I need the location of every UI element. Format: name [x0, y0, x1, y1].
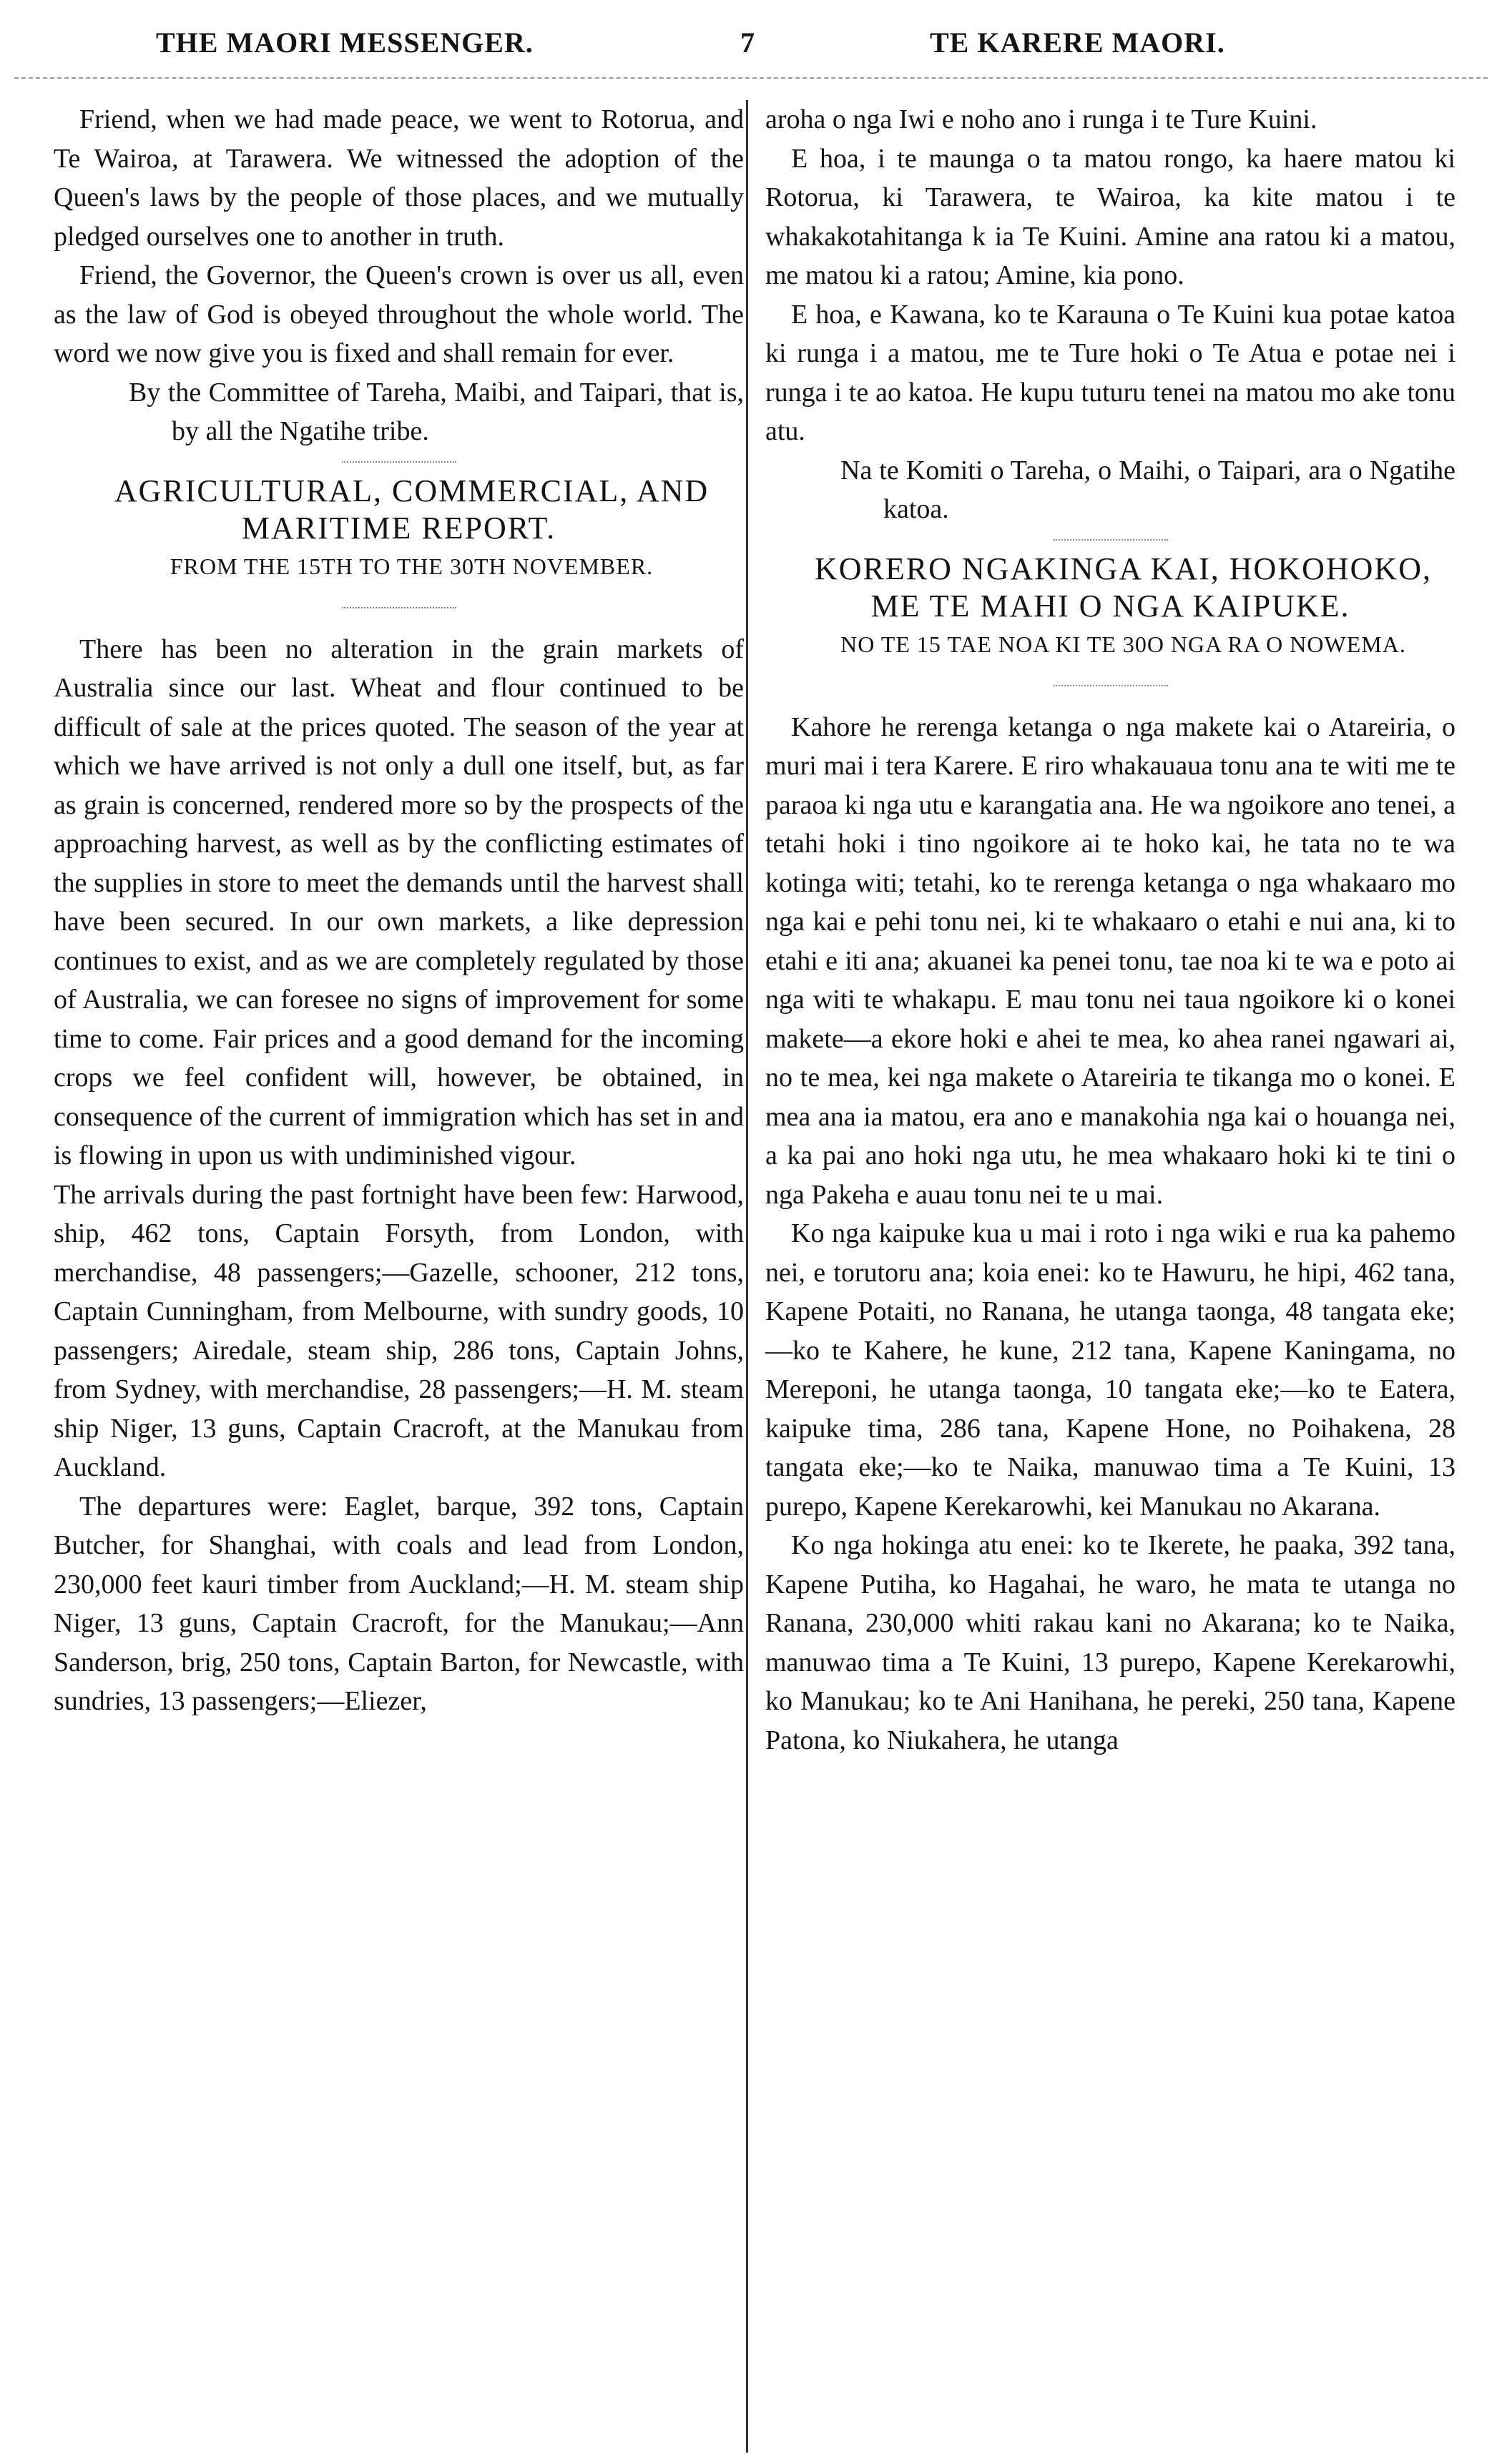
maori-paragraph: Ko nga kaipuke kua u mai i roto i nga wiki e rua ka pahemo nei, e torutoru ana; koia enei: ko te Hawuru, he hipi, 462 tana, Kapene Potaiti, no Ranana, he utanga taonga, 48 tangata eke;—ko te Kahere, he kune, 212 tana, Kapene Kaningama, no Mereponi, he utanga taonga, 10 tangata eke;—ko te Eatera, kaipuke tima, 286 tana, Kapene Hone, no Poihakena, 28 tangata eke;—ko te Naika, manuwao tima a Te Kuini, 13 purepo, Kapene Kerekarowhi, kei Manukau no Akarana.: [765, 1218, 1456, 1522]
maori-report-subtitle: NO TE 15 TAE NOA KI TE 30O NGA RA O NOWEMA.: [840, 631, 1406, 657]
header-english-title: THE MAORI MESSENGER.: [156, 26, 534, 59]
english-paragraph: Friend, when we had made peace, we went to Rotorua, and Te Wairoa, at Tarawera. We witnessed the adoption of the Queen's laws by the people of those places, and we mutually pledged ourselves one to another in truth.: [54, 104, 744, 252]
page-header: [0, 0, 1507, 79]
section-separator: [1054, 539, 1168, 541]
page-number: 7: [740, 26, 755, 59]
english-column: [54, 100, 744, 2453]
header-maori-title: TE KARERE MAORI.: [930, 26, 1225, 59]
header-rule: [14, 77, 1488, 79]
english-paragraph: The arrivals during the past fortnight have been few: Harwood, ship, 462 tons, Captain Forsyth, from London, with merchandise, 48 passengers;—Gazelle, schooner, 212 tons, Captain Cunningham, from Melbourne, with sundry goods, 10 passengers; Airedale, steam ship, 286 tons, Captain Johns, from Sydney, with merchandise, 28 passengers;—H. M. steam ship Niger, 13 guns, Captain Cracroft, at the Manukau from Auckland.: [54, 1179, 744, 1482]
column-divider: [746, 100, 748, 2453]
english-signature: By the Committee of Tareha, Maibi, and Taipari, that is, by all the Ngatihe tribe.: [129, 377, 744, 446]
maori-column: [765, 100, 1456, 2453]
maori-paragraph: E hoa, e Kawana, ko te Karauna o Te Kuini kua potae katoa ki runga i a matou, me te Ture hoki o Te Atua e potae nei i runga i te ao katoa. He kupu tuturu tenei na matou mo ake tonu atu.: [765, 299, 1456, 446]
english-paragraph: Friend, the Governor, the Queen's crown is over us all, even as the law of God is obeyed throughout the whole world. The word we now give you is fixed and shall remain for ever.: [54, 260, 744, 368]
maori-paragraph: aroha o nga Iwi e noho ano i runga i te Ture Kuini.: [765, 104, 1317, 134]
maori-paragraph: Kahore he rerenga ketanga o nga makete kai o Atareiria, o muri mai i tera Karere. E riro whakauaua tonu ana te witi me te paraoa ki nga utu e karangatia ana. He wa ngoikore ano tenei, a tetahi hoki i tino ngoikore ai te hoko kai, he tata no te wa kotinga witi; tetahi, ko te rerenga ketanga o nga whakaaro mo nga kai e pehi tonu nei, ki te whakaaro o etahi e nui ana, ki to etahi e iti ana; akuanei ka penei tonu, tae noa ki te wa e poto ai nga witi te whakapu. E mau tonu nei taua ngoikore ki o konei makete—a ekore hoki e ahei te mea, ko ahea ranei ngawari ai, no te mea, kei nga makete o Atareiria te tikanga mo o konei. E mea ana ia matou, era ano e manakohia nga kai o houanga nei, a ka pai ano hoki nga utu, he mea whakaaro hoki ki te tini o nga Pakeha e auau tonu nei te u mai.: [765, 711, 1456, 1210]
section-separator: [342, 461, 456, 463]
english-paragraph: There has been no alteration in the grain markets of Australia since our last. Wheat and flour continued to be difficult of sale at the prices quoted. The season of the year at which we have arrived is not only a dull one itself, but, as far as grain is concerned, rendered more so by the prospects of the approaching harvest, as well as by the conflicting estimates of the supplies in store to meet the demands until the harvest shall have been secured. In our own markets, a like depression continues to exist, and as we are completely regulated by those of Australia, we can foresee no signs of improvement for some time to come. Fair prices and a good demand for the incoming crops we feel confident will, however, be obtained, in consequence of the current of immigration which has set in and is flowing in upon us with undiminished vigour.: [54, 634, 744, 1171]
maori-signature: Na te Komiti o Tareha, o Maihi, o Taipari, ara o Ngatihe katoa.: [840, 455, 1456, 524]
english-report-title: AGRICULTURAL, COMMERCIAL, AND MARITIME REPORT.: [114, 473, 710, 546]
english-paragraph: The departures were: Eaglet, barque, 392 tons, Captain Butcher, for Shanghai, with coals and lead from London, 230,000 feet kauri timber from Auckland;—H. M. steam ship Niger, 13 guns, Captain Cracroft, for the Manukau;—Ann Sanderson, brig, 250 tons, Captain Barton, for Newcastle, with sundries, 13 passengers;—Eliezer,: [54, 1491, 744, 1716]
section-separator: [1054, 685, 1168, 686]
maori-paragraph: Ko nga hokinga atu enei: ko te Ikerete, he paaka, 392 tana, Kapene Putiha, ko Hagahai, he waro, he mata te utanga no Ranana, 230,000 whiti rakau kani no Akarana; ko te Naika, manuwao tima a Te Kuini, 13 purepo, Kapene Kerekarowhi, ko Manukau; ko te Ani Hanihana, he pereki, 250 tana, Kapene Patona, ko Niukahera, he utanga: [765, 1530, 1456, 1755]
maori-report-title: KORERO NGAKINGA KAI, HOKOHOKO, ME TE MAHI O NGA KAIPUKE.: [815, 551, 1432, 624]
section-separator: [342, 607, 456, 608]
english-report-subtitle: FROM THE 15TH TO THE 30TH NOVEMBER.: [170, 553, 654, 579]
maori-paragraph: E hoa, i te maunga o ta matou rongo, ka haere matou ki Rotorua, ki Tarawera, te Wairoa, ka kite matou i te whakakotahitanga k ia Te Kuini. Amine ana ratou ki a matou, me matou ki a ratou; Amine, kia pono.: [765, 143, 1456, 290]
